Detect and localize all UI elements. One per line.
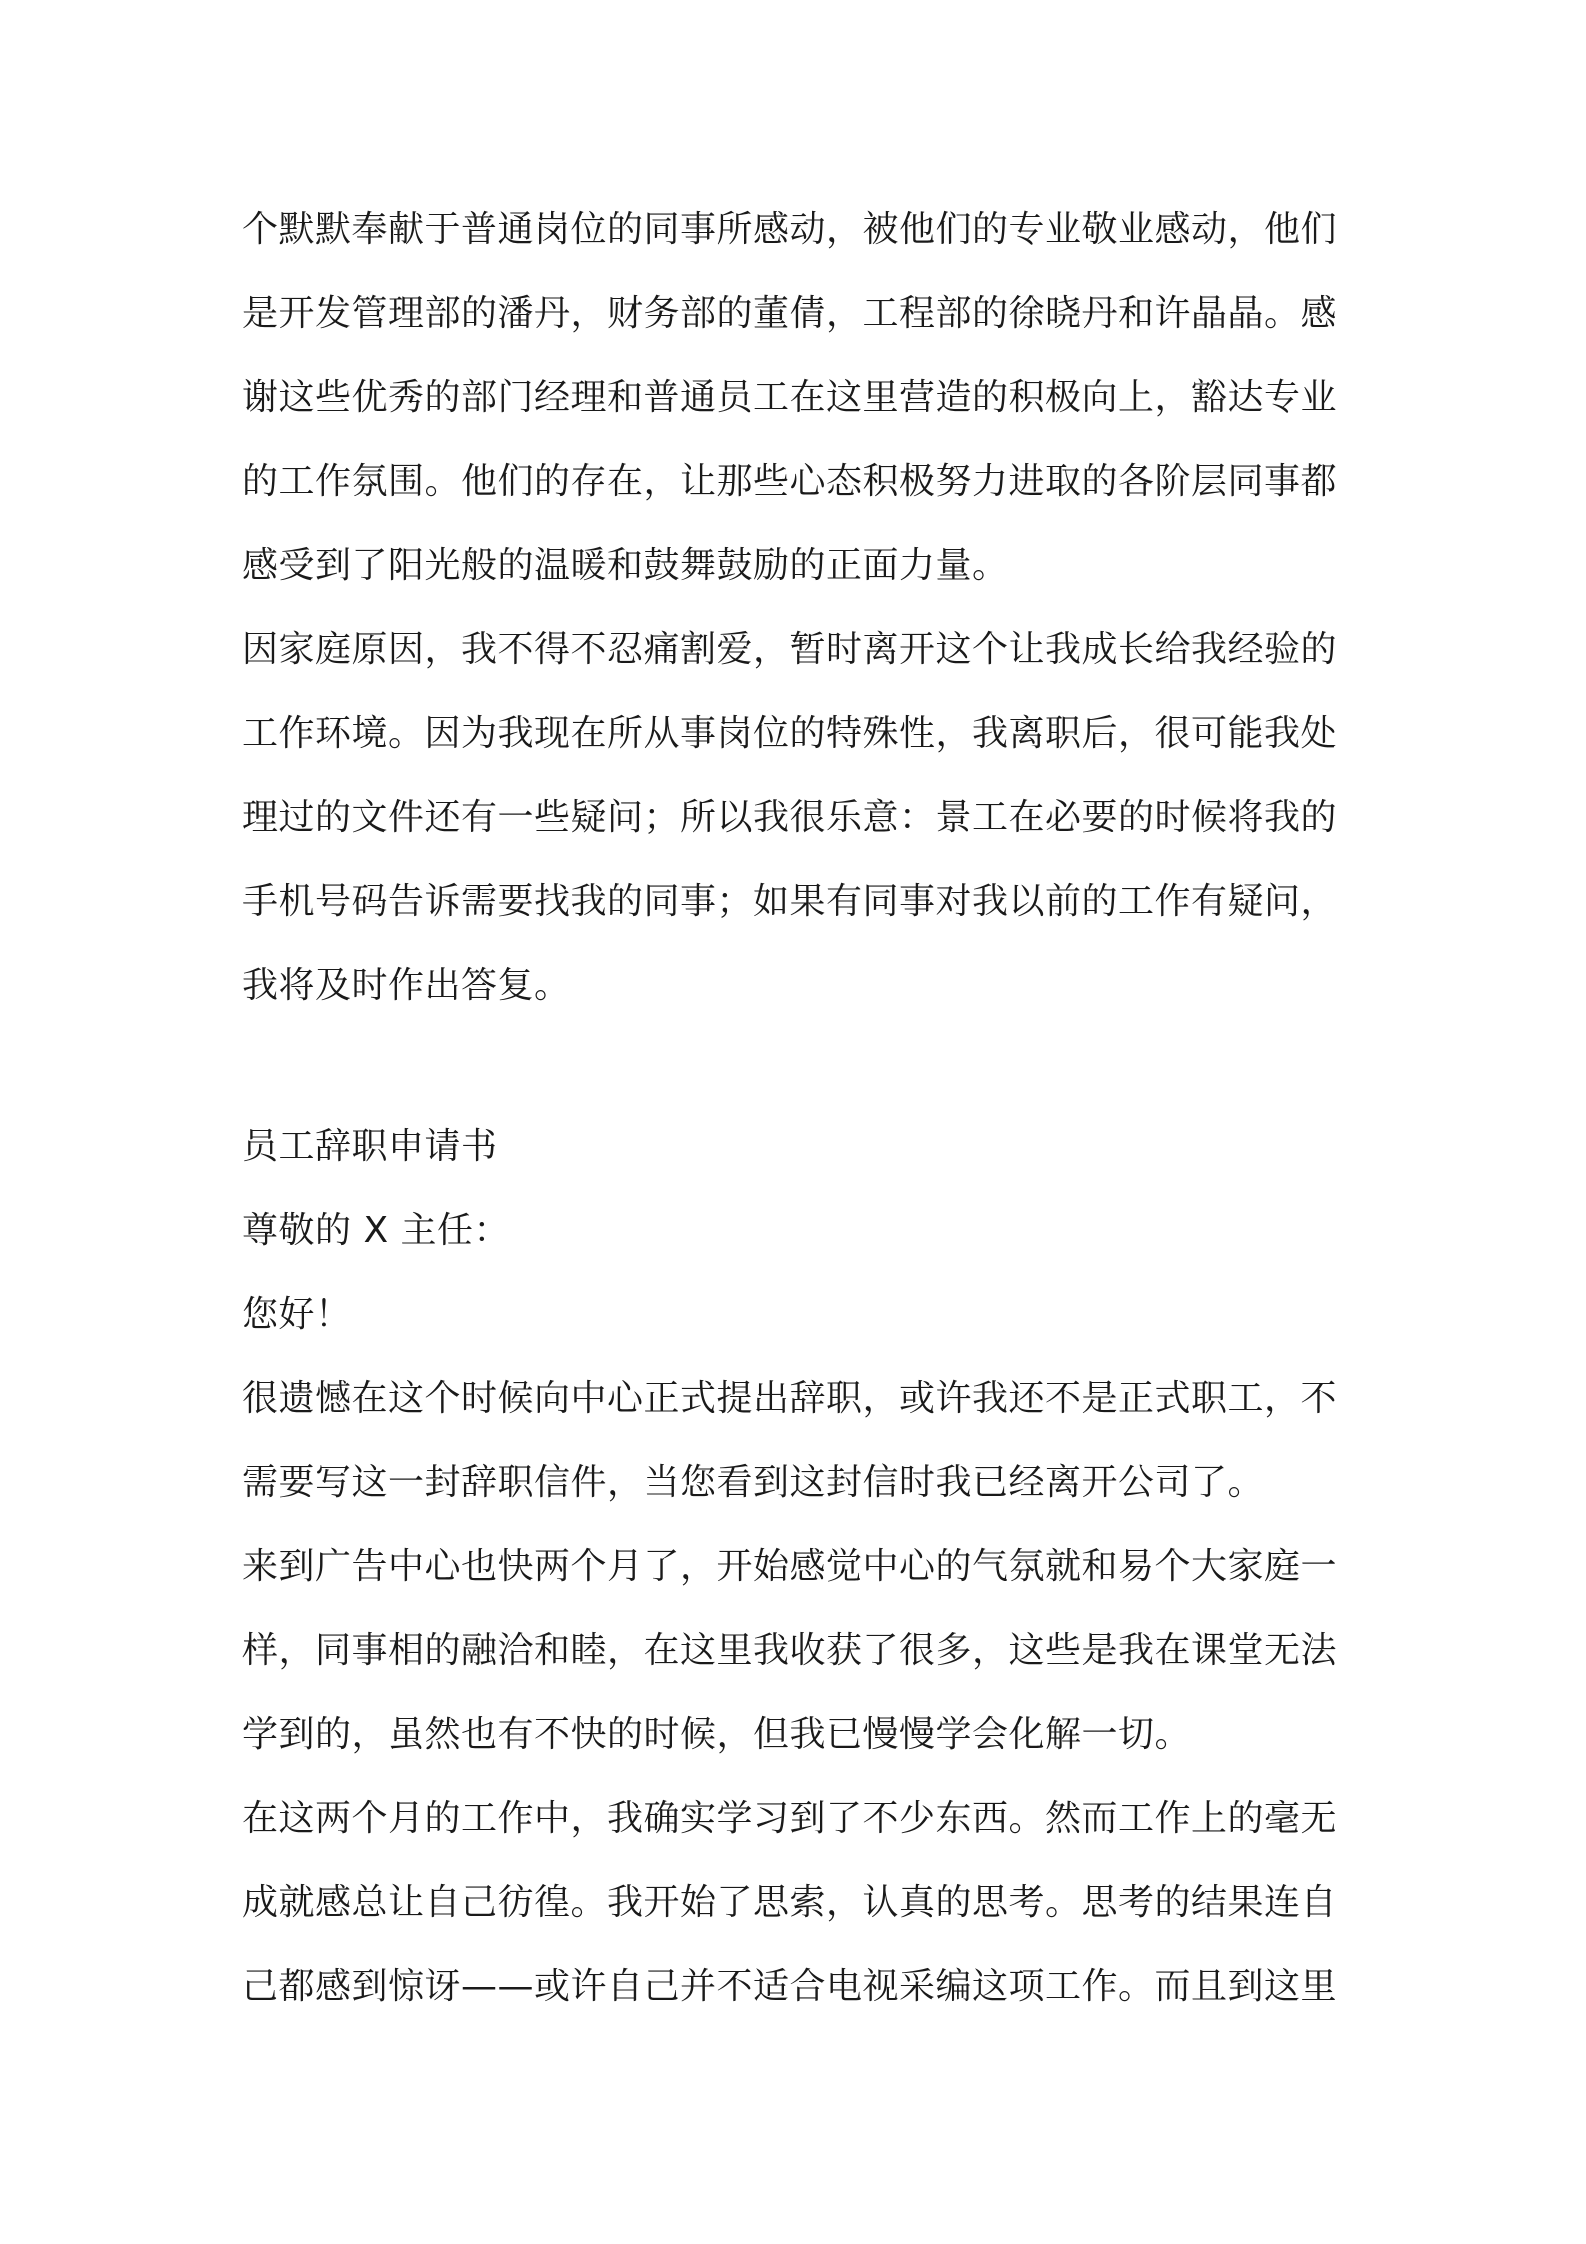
text-line: 工作环境。因为我现在所从事岗位的特殊性，我离职后，很可能我处 xyxy=(242,713,1338,754)
text-line: 个默默奉献于普通岗位的同事所感动，被他们的专业敬业感动，他们 xyxy=(242,209,1338,250)
document-title: 员工辞职申请书 xyxy=(242,1126,498,1167)
text-line: 样，同事相的融洽和睦，在这里我收获了很多，这些是我在课堂无法 xyxy=(242,1630,1338,1671)
salutation: 尊敬的 X 主任： xyxy=(242,1210,511,1251)
text-line: 学到的，虽然也有不快的时候，但我已慢慢学会化解一切。 xyxy=(242,1714,1192,1755)
text-block-lower xyxy=(242,1105,1352,2029)
text-line: 在这两个月的工作中，我确实学习到了不少东西。然而工作上的毫无 xyxy=(242,1798,1338,1839)
text-line: 是开发管理部的潘丹，财务部的董倩，工程部的徐晓丹和许晶晶。感 xyxy=(242,293,1338,334)
text-line: 己都感到惊讶——或许自己并不适合电视采编这项工作。而且到这里 xyxy=(242,1966,1338,2007)
text-line: 很遗憾在这个时候向中心正式提出辞职，或许我还不是正式职工，不 xyxy=(242,1378,1338,1419)
text-line: 的工作氛围。他们的存在，让那些心态积极努力进取的各阶层同事都 xyxy=(242,461,1338,502)
text-line: 我将及时作出答复。 xyxy=(242,965,571,1006)
text-line: 谢这些优秀的部门经理和普通员工在这里营造的积极向上，豁达专业 xyxy=(242,377,1338,418)
text-line: 因家庭原因，我不得不忍痛割爱，暂时离开这个让我成长给我经验的 xyxy=(242,629,1338,670)
text-line: 感受到了阳光般的温暖和鼓舞鼓励的正面力量。 xyxy=(242,545,1009,586)
text-line: 成就感总让自己彷徨。我开始了思索，认真的思考。思考的结果连自 xyxy=(242,1882,1338,1923)
text-line: 来到广告中心也快两个月了，开始感觉中心的气氛就和易个大家庭一 xyxy=(242,1546,1338,1587)
text-line: 理过的文件还有一些疑问；所以我很乐意：景工在必要的时候将我的 xyxy=(242,797,1338,838)
greeting: 您好！ xyxy=(242,1294,352,1335)
text-line: 需要写这一封辞职信件，当您看到这封信时我已经离开公司了。 xyxy=(242,1462,1265,1503)
text-line: 手机号码告诉需要找我的同事；如果有同事对我以前的工作有疑问， xyxy=(242,881,1338,922)
text-block-upper xyxy=(242,188,1352,1028)
